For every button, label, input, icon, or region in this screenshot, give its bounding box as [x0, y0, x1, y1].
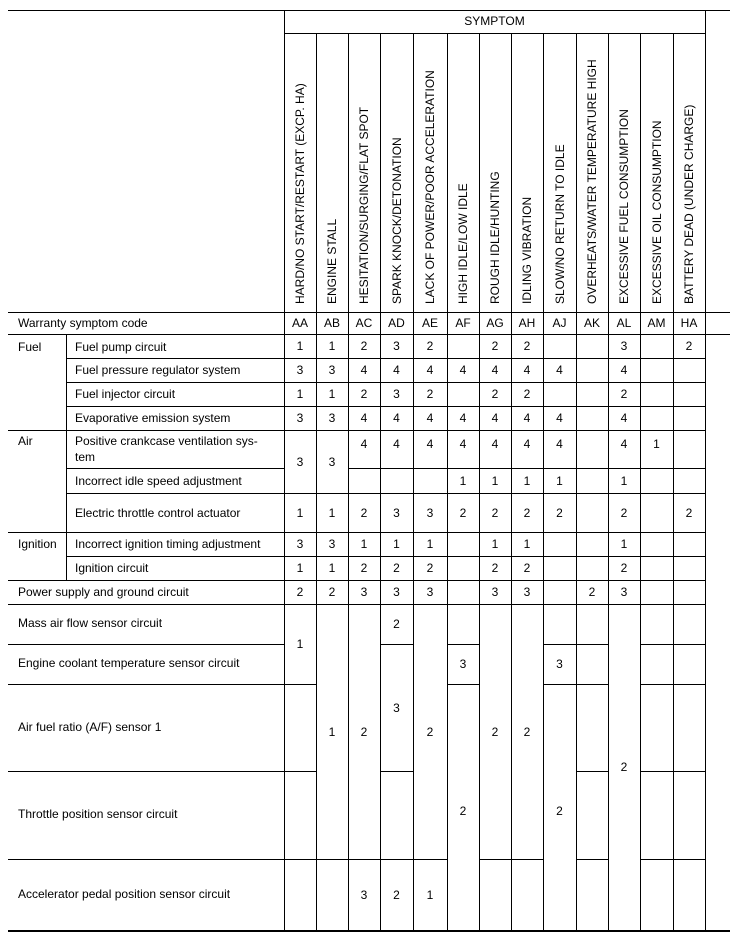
grid-hline — [284, 771, 316, 772]
value-cell: 1 — [328, 725, 336, 739]
grid-hline — [8, 771, 284, 772]
row-label: Accelerator pedal position sensor circuit — [18, 887, 231, 901]
grid-hline — [284, 580, 705, 581]
value-cell: 4 — [523, 363, 531, 377]
grid-hline — [576, 684, 608, 685]
value-cell: 4 — [393, 437, 400, 451]
grid-hline — [284, 604, 705, 605]
group-air: Air — [18, 434, 33, 448]
grid-hline — [66, 468, 284, 469]
symptom-code-ae: AE — [421, 316, 438, 330]
value-cell: 2 — [459, 804, 467, 818]
value-cell: 3 — [328, 363, 336, 377]
grid-hline — [348, 468, 705, 469]
row-label: Incorrect ignition timing adjustment — [75, 537, 261, 551]
value-cell: 4 — [360, 437, 368, 451]
symptom-code-ah: AH — [518, 316, 536, 330]
grid-hline — [8, 580, 284, 581]
grid-hline — [640, 859, 673, 860]
value-cell: 2 — [360, 725, 368, 739]
value-cell: 2 — [491, 561, 499, 575]
value-cell: 4 — [360, 363, 368, 377]
value-cell: 3 — [491, 585, 499, 599]
value-cell: 1 — [296, 339, 304, 353]
grid-hline — [284, 556, 705, 557]
value-cell: 2 — [685, 506, 693, 520]
header-bottom-border — [8, 312, 730, 313]
value-cell: 2 — [393, 561, 400, 575]
grid-hline — [8, 532, 284, 533]
row-label: Throttle position sensor circuit — [18, 807, 178, 821]
value-cell: 1 — [426, 537, 434, 551]
value-cell: 1 — [491, 537, 499, 551]
symptom-name-am: EXCESSIVE OIL CONSUMPTION — [650, 120, 664, 304]
value-cell: 4 — [556, 411, 563, 425]
grid-hline — [284, 684, 316, 685]
grid-hline — [576, 644, 608, 645]
row-label: Incorrect idle speed adjustment — [75, 474, 242, 488]
value-cell: 2 — [523, 561, 531, 575]
value-cell: 2 — [523, 725, 531, 739]
value-cell: 4 — [459, 437, 467, 451]
grid-hline — [673, 859, 705, 860]
grid-hline — [543, 644, 576, 645]
value-cell: 1 — [360, 537, 368, 551]
grid-hline — [8, 859, 284, 860]
value-cell: 2 — [360, 339, 368, 353]
symptom-name-ad: SPARK KNOCK/DETONATION — [390, 137, 404, 304]
grid-hline — [66, 382, 284, 383]
value-cell: 1 — [556, 474, 563, 488]
symptom-name-ac: HESITATION/SURGING/FLAT SPOT — [357, 106, 371, 304]
grid-hline — [8, 430, 284, 431]
grid-hline — [413, 859, 447, 860]
grid-hline — [284, 358, 705, 359]
value-cell: 4 — [523, 411, 531, 425]
symptom-name-aa: HARD/NO START/RESTART (EXCP. HA) — [293, 83, 307, 304]
value-cell: 2 — [491, 339, 499, 353]
value-cell: 2 — [426, 725, 434, 739]
grid-hline — [673, 771, 705, 772]
value-cell: 2 — [426, 561, 434, 575]
value-cell: 3 — [459, 657, 467, 671]
value-cell: 4 — [556, 437, 563, 451]
row-label: Engine coolant temperature sensor circuit — [18, 656, 240, 670]
value-cell: 3 — [296, 455, 304, 469]
grid-hline — [66, 406, 284, 407]
value-cell: 1 — [393, 537, 400, 551]
value-cell: 2 — [393, 617, 400, 631]
symptom-name-ab: ENGINE STALL — [325, 218, 339, 304]
symptom-area-right-border — [705, 10, 706, 930]
value-cell: 1 — [296, 561, 304, 575]
symptom-code-am: AM — [647, 316, 666, 330]
grid-hline — [380, 644, 413, 645]
grid-hline — [316, 859, 348, 860]
symptom-code-ha: HA — [680, 316, 698, 330]
value-cell: 1 — [620, 537, 628, 551]
value-cell: 4 — [360, 411, 368, 425]
value-cell: 2 — [296, 585, 304, 599]
value-cell: 2 — [393, 888, 400, 902]
value-cell: 3 — [620, 339, 628, 353]
value-cell: 1 — [328, 561, 336, 575]
value-cell: 2 — [523, 387, 531, 401]
value-cell: 3 — [393, 506, 400, 520]
symptom-code-aa: AA — [291, 316, 308, 330]
grid-hline — [380, 771, 413, 772]
value-cell: 2 — [588, 585, 596, 599]
group-ignition: Ignition — [18, 537, 57, 551]
value-cell: 3 — [393, 701, 400, 715]
value-cell: 3 — [328, 411, 336, 425]
symptom-area-left-border — [284, 10, 285, 930]
value-cell: 2 — [426, 387, 434, 401]
grid-hline — [284, 859, 316, 860]
value-cell: 3 — [328, 455, 336, 469]
value-cell: 4 — [393, 363, 400, 377]
row-label: Positive crankcase ventilation sys- tem — [75, 434, 258, 464]
grid-hline — [8, 684, 284, 685]
value-cell: 3 — [393, 585, 400, 599]
row-label: Fuel injector circuit — [75, 387, 176, 401]
column-divider — [348, 33, 349, 930]
value-cell: 4 — [620, 363, 628, 377]
value-cell: 3 — [296, 363, 304, 377]
symptom-code-aj: AJ — [552, 316, 567, 330]
value-cell: 3 — [620, 585, 628, 599]
symptom-name-af: HIGH IDLE/LOW IDLE — [456, 183, 470, 304]
table-top-border — [8, 10, 730, 11]
value-cell: 2 — [620, 506, 628, 520]
grid-hline — [640, 771, 673, 772]
symptom-code-ag: AG — [486, 316, 504, 330]
value-cell: 2 — [556, 804, 563, 818]
row-label: Fuel pump circuit — [75, 340, 167, 354]
grid-hline — [66, 493, 284, 494]
symptom-code-af: AF — [455, 316, 471, 330]
value-cell: 1 — [328, 387, 336, 401]
column-divider — [673, 33, 674, 930]
symptom-code-ab: AB — [323, 316, 340, 330]
value-cell: 3 — [296, 537, 304, 551]
value-cell: 2 — [360, 387, 368, 401]
value-cell: 4 — [620, 437, 628, 451]
grid-hline — [640, 644, 673, 645]
code-row-bottom-border — [8, 334, 730, 335]
value-cell: 4 — [620, 411, 628, 425]
symptom-name-ha: BATTERY DEAD (UNDER CHARGE) — [682, 104, 696, 304]
grid-hline — [543, 684, 576, 685]
value-cell: 1 — [523, 474, 531, 488]
grid-hline — [576, 859, 608, 860]
value-cell: 2 — [328, 585, 336, 599]
value-cell: 2 — [523, 339, 531, 353]
grid-hline — [284, 382, 705, 383]
grid-hline — [66, 556, 284, 557]
value-cell: 2 — [491, 387, 499, 401]
column-divider — [413, 33, 414, 930]
value-cell: 3 — [393, 387, 400, 401]
value-cell: 4 — [426, 437, 434, 451]
value-cell: 1 — [459, 474, 467, 488]
symptom-code-ad: AD — [388, 316, 405, 330]
value-cell: 3 — [393, 339, 400, 353]
grid-hline — [511, 859, 543, 860]
grid-hline — [66, 358, 284, 359]
symptom-name-al: EXCESSIVE FUEL CONSUMPTION — [617, 109, 631, 304]
value-cell: 3 — [328, 537, 336, 551]
group-fuel: Fuel — [18, 340, 42, 354]
value-cell: 2 — [685, 339, 693, 353]
grid-hline — [284, 406, 705, 407]
symptom-code-ac: AC — [355, 316, 373, 330]
value-cell: 2 — [620, 760, 628, 774]
grid-hline — [479, 859, 511, 860]
symptom-code-ak: AK — [583, 316, 600, 330]
value-cell: 2 — [459, 506, 467, 520]
value-cell: 2 — [360, 561, 368, 575]
table-bottom-border — [8, 930, 730, 932]
value-cell: 4 — [491, 411, 499, 425]
row-label: Evaporative emission system — [75, 411, 231, 425]
column-divider — [576, 33, 577, 930]
row-label: Mass air flow sensor circuit — [18, 616, 163, 630]
value-cell: 2 — [360, 506, 368, 520]
value-cell: 1 — [523, 537, 531, 551]
row-label: Electric throttle control actuator — [75, 506, 241, 520]
grid-hline — [640, 684, 673, 685]
grid-hline — [673, 684, 705, 685]
column-divider — [640, 33, 641, 930]
grid-hline — [284, 532, 705, 533]
value-cell: 4 — [426, 411, 434, 425]
value-cell: 2 — [620, 561, 628, 575]
grid-hline — [8, 644, 284, 645]
value-cell: 3 — [426, 506, 434, 520]
value-cell: 3 — [523, 585, 531, 599]
row-label: Air fuel ratio (A/F) sensor 1 — [18, 720, 162, 734]
symptom-name-ae: LACK OF POWER/POOR ACCELERATION — [423, 70, 437, 304]
value-cell: 4 — [393, 411, 400, 425]
value-cell: 2 — [491, 506, 499, 520]
value-cell: 4 — [459, 411, 467, 425]
value-cell: 1 — [426, 888, 434, 902]
value-cell: 4 — [491, 363, 499, 377]
grid-hline — [8, 604, 284, 605]
value-cell: 2 — [426, 339, 434, 353]
value-cell: 3 — [426, 585, 434, 599]
value-cell: 2 — [556, 506, 563, 520]
value-cell: 1 — [653, 437, 660, 451]
row-label: Power supply and ground circuit — [18, 585, 189, 599]
warranty-symptom-code-label: Warranty symptom code — [18, 316, 148, 330]
value-cell: 4 — [556, 363, 563, 377]
symptom-header: SYMPTOM — [464, 14, 525, 28]
value-cell: 4 — [459, 363, 467, 377]
grid-hline — [576, 771, 608, 772]
grid-hline — [284, 493, 705, 494]
symptom-name-ah: IDLING VIBRATION — [520, 196, 534, 304]
value-cell: 2 — [491, 725, 499, 739]
value-cell: 2 — [523, 506, 531, 520]
value-cell: 2 — [620, 387, 628, 401]
column-divider — [316, 33, 317, 930]
column-divider — [380, 33, 381, 930]
value-cell: 3 — [296, 411, 304, 425]
symptom-name-ag: ROUGH IDLE/HUNTING — [488, 171, 502, 304]
row-label: Fuel pressure regulator system — [75, 363, 241, 377]
symptom-name-ak: OVERHEATS/WATER TEMPERATURE HIGH — [585, 59, 599, 304]
grid-hline — [673, 644, 705, 645]
value-cell: 1 — [296, 506, 304, 520]
value-cell: 1 — [620, 474, 628, 488]
value-cell: 1 — [328, 339, 336, 353]
grid-hline — [447, 644, 479, 645]
value-cell: 4 — [523, 437, 531, 451]
value-cell: 1 — [296, 387, 304, 401]
value-cell: 4 — [426, 363, 434, 377]
value-cell: 1 — [328, 506, 336, 520]
value-cell: 1 — [491, 474, 499, 488]
grid-hline — [380, 859, 413, 860]
value-cell: 3 — [556, 657, 563, 671]
value-cell: 1 — [296, 637, 304, 651]
value-cell: 3 — [360, 585, 368, 599]
value-cell: 4 — [491, 437, 499, 451]
value-cell: 3 — [360, 888, 368, 902]
symptom-name-aj: SLOW/NO RETURN TO IDLE — [553, 144, 567, 304]
grid-hline — [284, 430, 705, 431]
symptom-code-al: AL — [616, 316, 632, 330]
grid-hline — [447, 684, 479, 685]
row-label: Ignition circuit — [75, 561, 149, 575]
grid-hline — [348, 859, 380, 860]
